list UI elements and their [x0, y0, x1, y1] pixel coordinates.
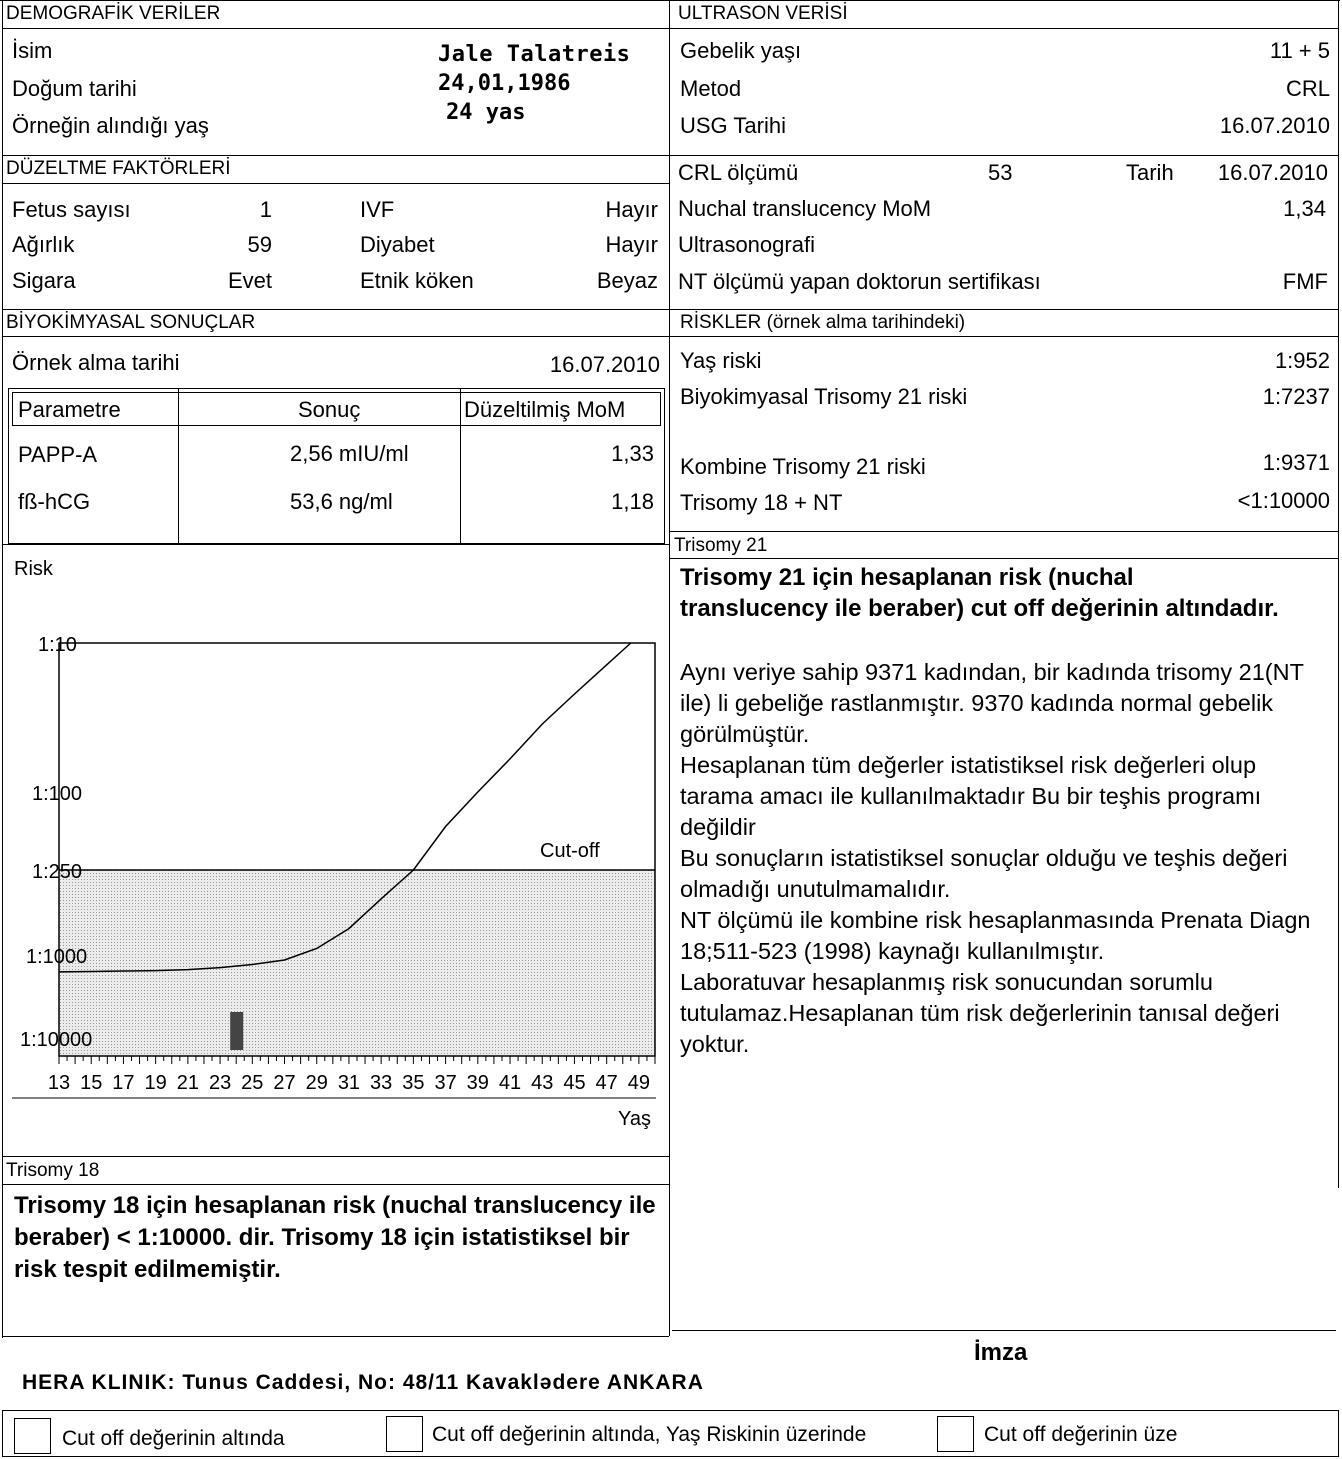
- legend-checkbox-above-cutoff[interactable]: [937, 1416, 974, 1452]
- x-tick-label: 27: [273, 1072, 296, 1094]
- x-tick-label: 39: [466, 1072, 489, 1094]
- age-label: Örneğin alındığı yaş: [12, 113, 209, 138]
- col-header-result: Sonuç: [298, 397, 361, 422]
- header-underline: [2, 28, 1338, 29]
- x-tick-label: 31: [337, 1072, 361, 1094]
- y-tick-label: 1:250: [32, 861, 83, 883]
- age-risk-label: Yaş riski: [680, 348, 762, 373]
- ultrasonography-label: Ultrasonografi: [678, 232, 815, 257]
- trisomy21-bold-text: Trisomy 21 için hesaplanan risk (nuchal translucency ile beraber) cut off değerinin altındadır.: [680, 564, 1279, 622]
- x-tick-label: 33: [370, 1072, 393, 1094]
- row-divider-3-right: [669, 531, 1338, 532]
- x-tick-label: 25: [241, 1072, 264, 1094]
- legend-checkbox-below-cutoff[interactable]: [14, 1418, 51, 1454]
- row-divider-2b: [2, 336, 1338, 337]
- smoking-value: Evet: [227, 268, 272, 293]
- risks-header: RİSKLER (örnek alma tarihindeki): [680, 312, 966, 333]
- trisomy18-bold-text: Trisomy 18 için hesaplanan risk (nuchal translucency ile beraber) < 1:10000. dir. Trisomy 18 için istatistiksel bir risk tespit edilmemiştir.: [14, 1192, 656, 1283]
- row-divider-4b: [2, 1184, 669, 1185]
- x-tick-label: 47: [595, 1072, 618, 1094]
- y-tick-label: 1:10: [38, 634, 77, 656]
- fetus-label: Fetus sayısı: [12, 197, 131, 222]
- trisomy21-body-text: Aynı veriye sahip 9371 kadından, bir kadında trisomy 21(NT ile) li gebeliğe rastlanmıştır. 9370 kadında normal gebelik görülmüştür. Hesaplanan tüm değerler istatistiksel risk değerleri olup tarama amacı ile kullanılmaktadır Bu bir teşhis programı değildir Bu sonuçların istatistiksel sonuçlar olduğu ve teşhis değeri olmadığı unutulmamalıdır. NT ölçümü ile kombine risk hesaplanmasında Prenata Diagn 18;511-523 (1998) kaynağı kullanılmıştır. Laboratuvar hesaplanmış risk sonucundan sorumlu tutulamaz.Hesaplanan tüm risk değerlerinin tanısal değeri yoktur.: [680, 659, 1311, 1057]
- row-divider-3b-right: [669, 558, 1338, 559]
- diabetes-value: Hayır: [605, 232, 658, 257]
- dob-label: Doğum tarihi: [12, 76, 137, 101]
- age-risk-value: 1:952: [1274, 348, 1330, 373]
- x-tick-label: 15: [80, 1072, 103, 1094]
- patient-age-marker: [230, 1012, 243, 1050]
- row-hcg-mom: 1,18: [611, 489, 654, 514]
- x-tick-label: 19: [144, 1072, 167, 1094]
- x-tick-label: 21: [176, 1072, 199, 1094]
- x-tick-label: 49: [627, 1072, 651, 1094]
- crl-value: 53: [988, 160, 1013, 185]
- cutoff-label: Cut-off: [540, 840, 600, 862]
- legend-label-below-cutoff-above-age: Cut off değerinin altında, Yaş Riskinin üzerinde: [432, 1423, 867, 1446]
- y-tick-label: 1:1000: [26, 946, 88, 968]
- diabetes-label: Diyabet: [360, 232, 435, 257]
- dob-value: 24,01,1986: [438, 71, 571, 96]
- ethnic-value: Beyaz: [596, 268, 658, 293]
- x-tick-label: 17: [112, 1072, 135, 1094]
- name-value: Jale Talatreis: [438, 42, 631, 67]
- sample-date-label: Örnek alma tarihi: [12, 350, 180, 375]
- col-header-param: Parametre: [18, 397, 121, 422]
- below-cutoff-region: [59, 870, 655, 1056]
- legend-label-below-cutoff: Cut off değerinin altında: [62, 1427, 285, 1450]
- row-hcg-param: fß-hCG: [18, 489, 91, 514]
- bio-risk-label: Biyokimyasal Trisomy 21 riski: [680, 384, 968, 409]
- chart-xlabel: Yaş: [618, 1108, 651, 1130]
- y-tick-label: 1:100: [32, 783, 83, 805]
- smoking-label: Sigara: [12, 268, 76, 293]
- row-divider-1b: [2, 183, 669, 184]
- x-tick-label: 41: [498, 1072, 522, 1094]
- crl-date-label: Tarih: [1126, 160, 1174, 185]
- ivf-label: IVF: [360, 197, 395, 222]
- row-papp-param: PAPP-A: [18, 442, 98, 467]
- nt-label: Nuchal translucency MoM: [678, 196, 932, 221]
- trisomy21-header: Trisomy 21: [674, 535, 768, 556]
- legend-checkbox-below-cutoff-above-age[interactable]: [386, 1416, 423, 1452]
- x-tick-label: 13: [47, 1072, 71, 1094]
- method-label: Metod: [680, 76, 742, 101]
- x-tick-label: 43: [531, 1072, 554, 1094]
- row-divider-2: [2, 309, 1338, 310]
- ga-value: 11 + 5: [1269, 38, 1330, 63]
- bottom-right-border: [672, 1330, 1336, 1331]
- t18-risk-label: Trisomy 18 + NT: [680, 490, 843, 515]
- ivf-value: Hayır: [605, 197, 658, 222]
- demographic-header: DEMOGRAFİK VERİLER: [6, 3, 221, 24]
- x-tick-label: 23: [208, 1072, 232, 1094]
- crl-date-value: 16.07.2010: [1217, 160, 1328, 185]
- top-border: [0, 0, 1340, 1]
- col-header-mom: Düzeltilmiş MoM: [464, 397, 626, 422]
- x-tick-label: 35: [402, 1072, 425, 1094]
- table-col-divider-2: [460, 388, 461, 544]
- weight-label: Ağırlık: [12, 232, 75, 257]
- clinic-address: HERA KLINIK: Tunus Caddesi, No: 48/11 Kavaklədere ANKARA: [22, 1371, 704, 1394]
- crl-label: CRL ölçümü: [678, 160, 799, 185]
- name-label: İsim: [12, 38, 53, 63]
- chart-ylabel: Risk: [14, 558, 53, 580]
- row-divider-1: [2, 155, 1338, 156]
- fetus-value: 1: [259, 197, 272, 222]
- t18-risk-value: <1:10000: [1237, 488, 1330, 513]
- nt-value: 1,34: [1283, 196, 1326, 221]
- table-col-divider-1: [178, 388, 179, 544]
- x-tick-label: 37: [434, 1072, 457, 1094]
- ethnic-label: Etnik köken: [360, 268, 474, 293]
- usg-date-label: USG Tarihi: [680, 113, 786, 138]
- ultrasound-header: ULTRASON VERİSİ: [678, 3, 848, 24]
- right-border: [1338, 0, 1339, 1188]
- ga-label: Gebelik yaşı: [680, 38, 802, 63]
- y-tick-label: 1:10000: [20, 1029, 93, 1051]
- bottom-left-border: [2, 1336, 669, 1337]
- row-hcg-result: 53,6 ng/ml: [290, 489, 393, 514]
- signature-label: İmza: [974, 1339, 1028, 1366]
- x-tick-label: 45: [563, 1072, 586, 1094]
- cert-label: NT ölçümü yapan doktorun sertifikası: [678, 269, 1041, 294]
- sample-date-value: 16.07.2010: [549, 352, 660, 377]
- row-papp-mom: 1,33: [611, 441, 654, 466]
- legend-label-above-cutoff: Cut off değerinin üze: [984, 1423, 1178, 1446]
- age-value: 24 yas: [446, 100, 526, 125]
- combined-risk-value: 1:9371: [1262, 450, 1330, 475]
- bio-risk-value: 1:7237: [1262, 384, 1330, 409]
- biochem-header: BİYOKİMYASAL SONUÇLAR: [6, 312, 256, 333]
- combined-risk-label: Kombine Trisomy 21 riski: [680, 454, 926, 479]
- cert-value: FMF: [1282, 269, 1328, 294]
- row-papp-result: 2,56 mIU/ml: [290, 441, 409, 466]
- method-value: CRL: [1285, 76, 1330, 101]
- usg-date-value: 16.07.2010: [1219, 113, 1330, 138]
- correction-header: DÜZELTME FAKTÖRLERİ: [6, 158, 231, 179]
- row-divider-4: [2, 1156, 669, 1157]
- x-tick-label: 29: [305, 1072, 328, 1094]
- weight-value: 59: [247, 232, 272, 257]
- trisomy18-header: Trisomy 18: [6, 1160, 100, 1181]
- center-divider: [669, 0, 670, 1336]
